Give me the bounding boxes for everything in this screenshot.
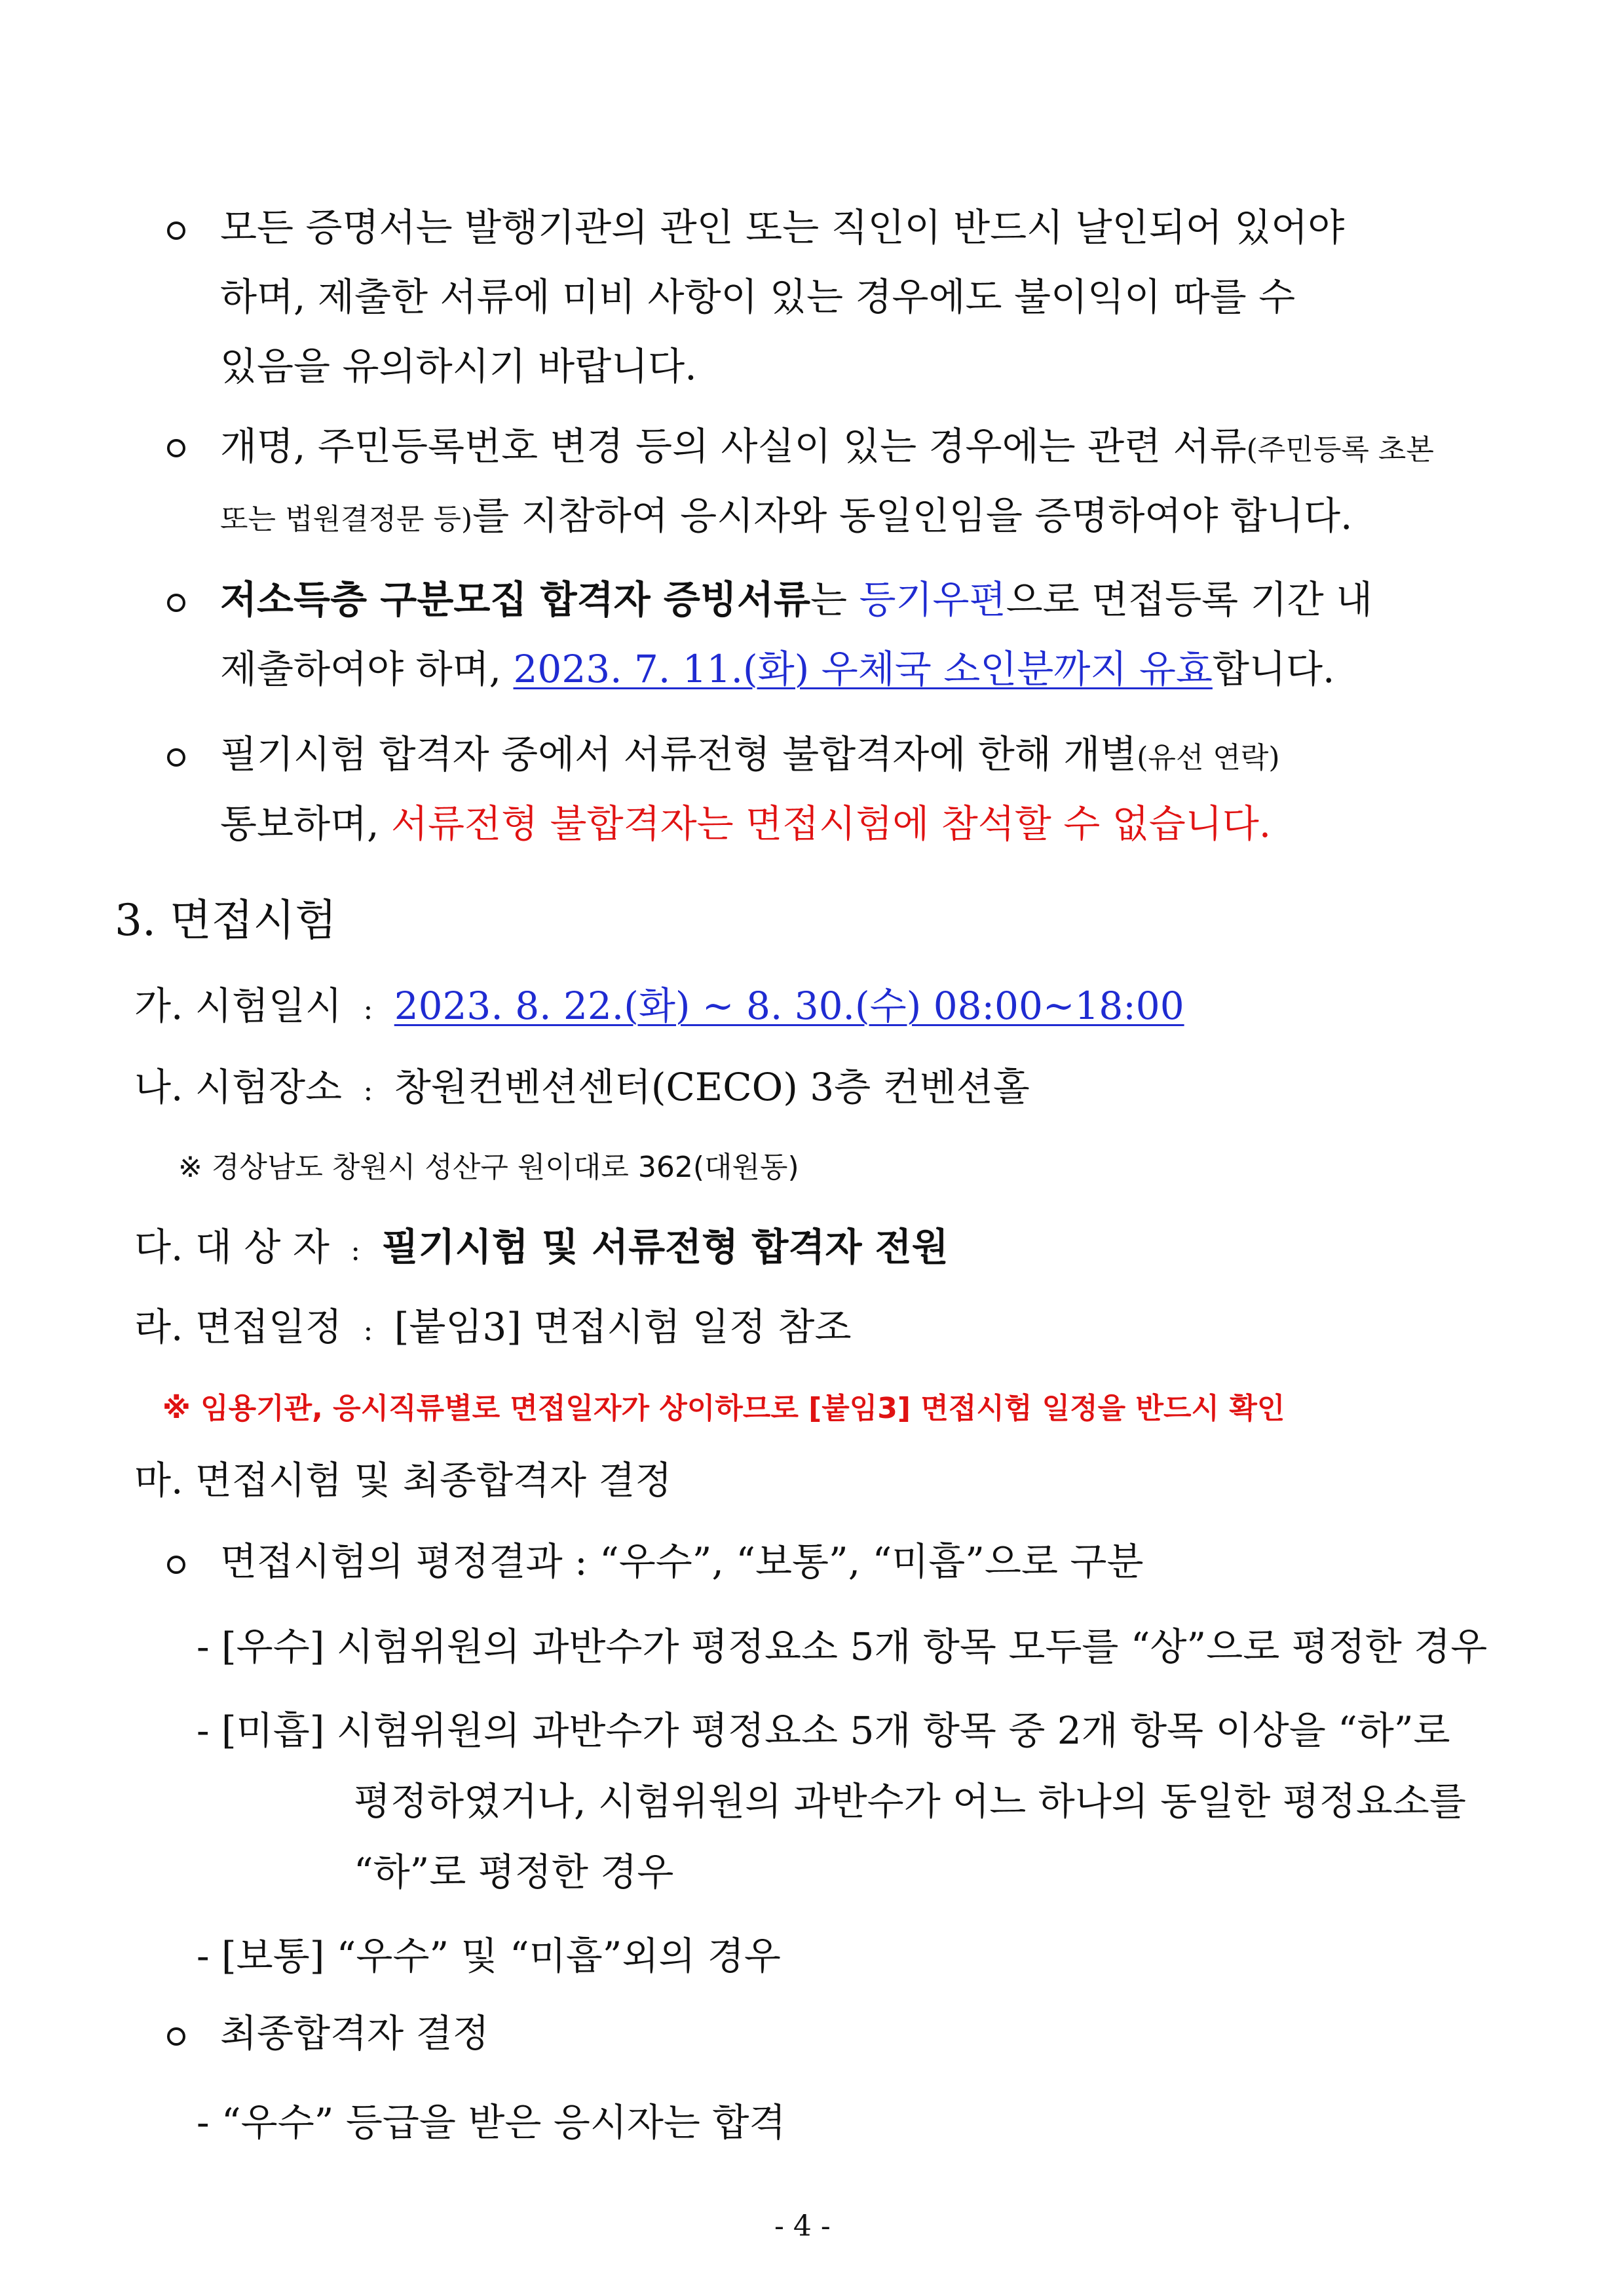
bullet-3-text-c: 제출하여야 하며, xyxy=(220,647,514,691)
final-line: - “우수” 등급을 받은 응시자는 합격 xyxy=(197,2100,786,2145)
bullet-3-text-d: 합니다. xyxy=(1212,647,1335,691)
bullet-1-line-3: 있음을 유의하시기 바랍니다. xyxy=(220,344,697,389)
item-ra-value: [붙임3] 면접시험 일정 참조 xyxy=(394,1305,852,1349)
bullet-4-line-1 xyxy=(220,732,1280,776)
bullet-2-small-note: (주민등록 초본 xyxy=(1246,433,1434,467)
item-da-label: 다. 대 상 자 xyxy=(134,1225,330,1269)
bullet-3-deadline: 2023. 7. 11.(화) 우체국 소인분까지 유효 xyxy=(513,647,1213,691)
bullet-1-line-2: 하며, 제출한 서류에 미비 사항이 있는 경우에도 불이익이 따를 수 xyxy=(220,275,1296,319)
bullet-3-blue-text: 등기우편 xyxy=(859,577,1006,622)
bullet-3-bold-text: 저소득층 구분모집 합격자 증빙서류 xyxy=(220,577,810,622)
bullet-4-text: 필기시험 합격자 중에서 서류전형 불합격자에 한해 개별 xyxy=(220,732,1137,776)
circle-bullet-icon xyxy=(167,1556,185,1574)
item-ma: 마. 면접시험 및 최종합격자 결정 xyxy=(134,1458,672,1502)
eval-poor-line-3: “하”로 평정한 경우 xyxy=(354,1850,674,1894)
circle-bullet-icon xyxy=(167,594,185,612)
item-ra-label: 라. 면접일정 xyxy=(134,1305,343,1349)
item-da-value: 필기시험 및 서류전형 합격자 전원 xyxy=(381,1225,949,1269)
circle-bullet-icon xyxy=(167,748,185,767)
bullet-1-line-1: 모든 증명서는 발행기관의 관인 또는 직인이 반드시 날인되어 있어야 xyxy=(220,205,1345,250)
bullet-2-text-2: 를 지참하여 응시자와 동일인임을 증명하여야 합니다. xyxy=(472,493,1353,538)
item-na-sep: : xyxy=(363,1074,373,1107)
bullet-2-line-2 xyxy=(220,493,1353,538)
item-na-value: 창원컨벤션센터(CECO) 3층 컨벤션홀 xyxy=(394,1065,1030,1109)
item-na-note: ※ 경상남도 창원시 성산구 원이대로 362(대원동) xyxy=(178,1151,799,1184)
circle-bullet-icon xyxy=(167,221,185,240)
section-title: 3. 면접시험 xyxy=(115,895,337,946)
item-da-sep: : xyxy=(350,1234,361,1267)
circle-bullet-icon xyxy=(167,439,185,457)
bullet-2-text: 개명, 주민등록번호 변경 등의 사실이 있는 경우에는 관련 서류 xyxy=(220,424,1247,469)
item-ga-sep: : xyxy=(363,993,373,1026)
page-number: - 4 - xyxy=(774,2210,831,2243)
bullet-3-text-b: 으로 면접등록 기간 내 xyxy=(1006,577,1373,622)
item-ga-label: 가. 시험일시 xyxy=(134,984,343,1028)
bullet-2-small-note-2: 또는 법원결정문 등) xyxy=(220,503,473,536)
bullet-2-line-1 xyxy=(220,424,1434,469)
item-ga xyxy=(134,984,1184,1028)
bullet-4-line-2 xyxy=(220,801,1272,846)
bullet-4-small-note: (유선 연락) xyxy=(1137,741,1280,775)
item-na-label: 나. 시험장소 xyxy=(134,1065,343,1109)
item-ra-note: ※ 임용기관, 응시직류별로 면접일자가 상이하므로 [붙임3] 면접시험 일정을 반드시 확인 xyxy=(162,1392,1285,1425)
eval-bullet: 면접시험의 평정결과 : “우수”, “보통”, “미흡”으로 구분 xyxy=(220,1539,1144,1584)
eval-poor-line-1: - [미흡] 시험위원의 과반수가 평정요소 5개 항목 중 2개 항목 이상을 “하”로 xyxy=(197,1708,1450,1753)
bullet-3-text-a: 는 xyxy=(810,577,859,622)
bullet-3-line-2 xyxy=(220,647,1335,691)
item-ra-sep: : xyxy=(363,1314,373,1347)
eval-normal: - [보통] “우수” 및 “미흡”외의 경우 xyxy=(197,1934,781,1978)
circle-bullet-icon xyxy=(167,2027,185,2046)
bullet-4-warning: 서류전형 불합격자는 면접시험에 참석할 수 없습니다. xyxy=(391,801,1272,846)
item-ra xyxy=(134,1305,852,1349)
bullet-4-text-2: 통보하며, xyxy=(220,801,391,846)
final-bullet: 최종합격자 결정 xyxy=(220,2011,489,2056)
item-ga-value: 2023. 8. 22.(화) ~ 8. 30.(수) 08:00~18:00 xyxy=(394,984,1184,1028)
item-da xyxy=(134,1225,949,1269)
item-na xyxy=(134,1065,1030,1109)
eval-excellent: - [우수] 시험위원의 과반수가 평정요소 5개 항목 모두를 “상”으로 평정한 경우 xyxy=(197,1624,1488,1669)
eval-poor-line-2: 평정하였거나, 시험위원의 과반수가 어느 하나의 동일한 평정요소를 xyxy=(354,1779,1466,1824)
bullet-3-line-1 xyxy=(220,577,1373,622)
